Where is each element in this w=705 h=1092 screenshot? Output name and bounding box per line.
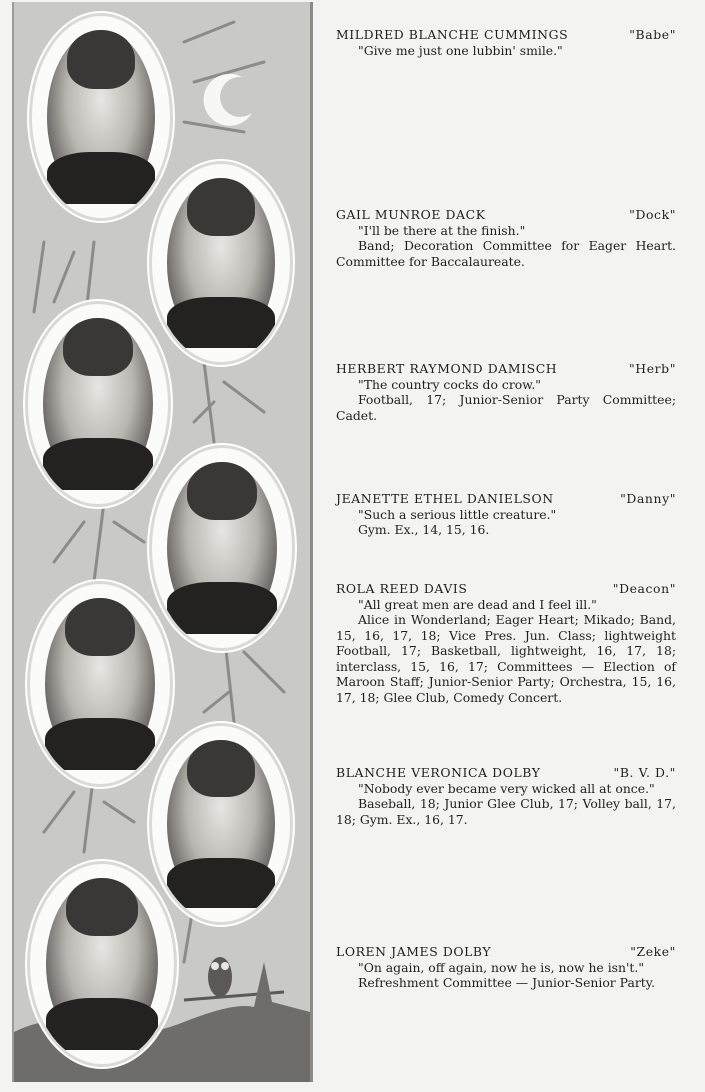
portrait-photo (30, 864, 174, 1064)
student-activities: Band; Decoration Committee for Eager Heart. Committee for Baccalaureate. (336, 238, 676, 269)
student-quote: "The country cocks do crow." (358, 376, 541, 392)
student-name: LOREN JAMES DOLBY (336, 944, 492, 959)
student-nickname: "B. V. D." (613, 765, 676, 780)
student-name: MILDRED BLANCHE CUMMINGS (336, 27, 569, 42)
portrait-photo (152, 726, 290, 922)
student-activities: Refreshment Committee — Junior-Senior Party. (358, 975, 656, 990)
student-name: JEANETTE ETHEL DANIELSON (336, 491, 554, 506)
student-quote: "Give me just one lubbin' smile." (358, 42, 563, 58)
student-activities: Football, 17; Junior-Senior Party Committee; Cadet. (336, 392, 676, 423)
student-nickname: "Dock" (629, 207, 676, 222)
student-activities: Gym. Ex., 14, 15, 16. (358, 522, 490, 537)
portrait-photo (152, 448, 292, 648)
student-entry (336, 581, 676, 705)
student-quote: "On again, off again, now he is, now he isn't." (358, 959, 645, 975)
student-nickname: "Herb" (629, 361, 676, 376)
student-entry (336, 944, 676, 991)
portrait-photo (30, 584, 170, 784)
student-entry (336, 27, 676, 58)
student-name: HERBERT RAYMOND DAMISCH (336, 361, 558, 376)
student-activities: Alice in Wonderland; Eager Heart; Mikado; Band, 15, 16, 17, 18; Vice Pres. Jun. Class; lightweight Football, 17; Basketball, lightweight, 16, 17, 18; interclass, 15, 16, 17; Committees — Election of Maroon Staff; Junior-Senior Party; Orchestra, 15, 16, 17, 18; Glee Club, Comedy Concert. (336, 612, 676, 705)
student-name: ROLA REED DAVIS (336, 581, 468, 596)
student-nickname: "Babe" (629, 27, 676, 42)
student-entry (336, 765, 676, 827)
student-quote: "I'll be there at the finish." (358, 222, 526, 238)
portrait-photo (28, 304, 168, 504)
student-nickname: "Zeke" (630, 944, 676, 959)
student-quote: "Such a serious little creature." (358, 506, 557, 522)
student-name: GAIL MUNROE DACK (336, 207, 486, 222)
student-name: BLANCHE VERONICA DOLBY (336, 765, 541, 780)
student-nickname: "Danny" (620, 491, 676, 506)
student-entry (336, 491, 676, 538)
portrait-photo (32, 16, 170, 218)
student-entry (336, 361, 676, 423)
student-quote: "Nobody ever became very wicked all at once." (358, 780, 655, 796)
student-activities: Baseball, 18; Junior Glee Club, 17; Volley ball, 17, 18; Gym. Ex., 16, 17. (336, 796, 676, 827)
student-entry (336, 207, 676, 269)
portrait-photo (152, 164, 290, 362)
student-quote: "All great men are dead and I feel ill." (358, 596, 597, 612)
portrait-strip (12, 2, 313, 1082)
student-nickname: "Deacon" (612, 581, 676, 596)
crescent-moon-icon (204, 74, 252, 126)
